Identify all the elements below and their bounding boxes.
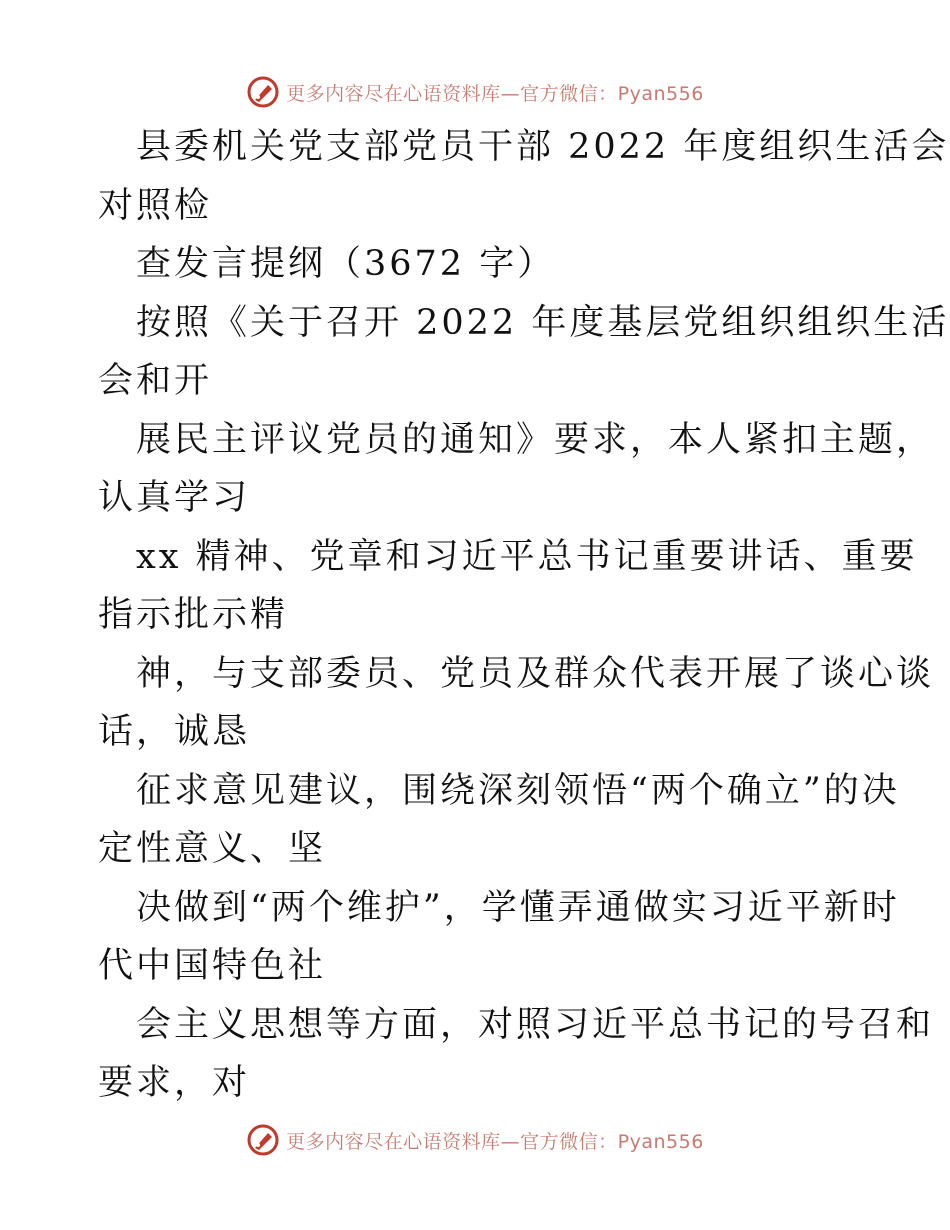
document-line: 展民主评议党员的通知》要求，本人紧扣主题， [136,419,935,460]
watermark-footer [0,1120,950,1160]
document-line: 按照《关于召开 2022 年度基层党组织组织生活 [136,302,950,343]
watermark-text: 更多内容尽在心语资料库—官方微信：Pyan556 [286,1130,704,1153]
document-line: 征求意见建议，围绕深刻领悟“两个确立”的决 [136,770,900,811]
document-body [98,118,950,1113]
document-line: 要求，对 [98,1063,251,1103]
pen-nib-circle-icon [246,1123,280,1157]
document-line: 会和开 [98,361,213,401]
document-line: 会主义思想等方面，对照习近平总书记的号召和 [136,1004,935,1045]
watermark-header [0,72,950,112]
document-line: 代中国特色社 [98,946,327,986]
document-line: 县委机关党支部党员干部 2022 年度组织生活会 [136,127,950,167]
pen-nib-circle-icon [246,75,280,109]
document-line: 认真学习 [98,478,251,518]
document-line: 指示批示精 [98,595,289,635]
document-line: 对照检 [98,185,213,226]
document-line: 定性意义、坚 [98,829,327,869]
watermark-text: 更多内容尽在心语资料库—官方微信：Pyan556 [286,82,704,105]
document-line: 决做到“两个维护”，学懂弄通做实习近平新时 [136,887,900,928]
document-line: xx 精神、党章和习近平总书记重要讲话、重要 [136,536,918,577]
document-line: 查发言提纲（3672 字） [136,244,556,284]
document-line: 话，诚恳 [98,712,251,752]
document-line: 神，与支部委员、党员及群众代表开展了谈心谈 [136,653,935,694]
